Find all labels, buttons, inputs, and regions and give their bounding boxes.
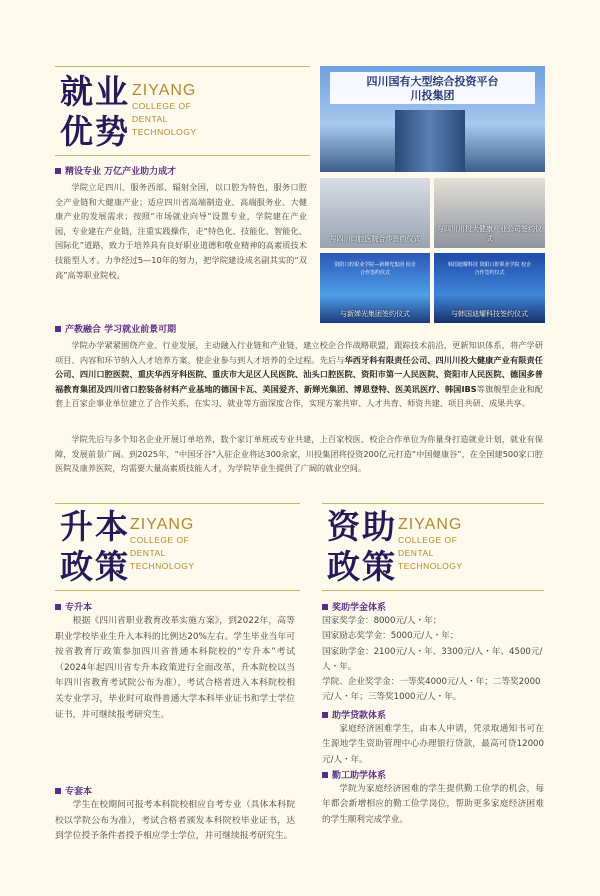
square-bullet-icon (55, 788, 61, 794)
paragraph-loans: 家庭经济困难学生，由本人申请，凭录取通知书可在生源地学生资助管理中心办理银行贷款，最高可贷12000元/人・年。 (322, 724, 544, 765)
building-shape (395, 110, 465, 172)
photo-signing-3: 资阳口腔职业学院—新婵光集团 校企合作签约仪式 与新婵光集团签约仪式 (320, 253, 430, 323)
subheading-scholarship: 奖助学金体系 (322, 600, 386, 613)
paragraph-integration: 学院办学紧紧围绕产业、行业发展，主动融入行业链和产业链，建立校企合作战略联盟，跟踪技术前沿，更新知识体系，将产学研项目、内容和环节纳入人才培养方案、使企业参与到人才培养的全过程。先后与华西牙科有限责任公司、四川川投大健康产业有限责任公司、四川口腔医院、重庆华西牙科医院、重庆市大足区人民医院、汕头口腔医院、资阳市第一人民医院、资阳市人民医院、德国多普福教育集团及四川省口腔装备材料产业基地的德国卡瓦、美国爱齐、新婵光集团、博恩登特、医美讯医疗、韩国IBS等旗舰型企业和配套上百家企事业单位建立了合作关系，在实习、就业等方面深度合作，实现方案共审、人才共育、师资共建、项目共研、成果共享。 (55, 340, 543, 409)
decor-line (322, 590, 544, 591)
square-bullet-icon (55, 168, 61, 174)
list-item: 学院、企业奖学金：一等奖4000元/人・年；二等奖2000元/人・年；三等奖1000元/人・年。 (322, 677, 541, 703)
list-item: 国家奖学金：8000元/人・年； (322, 616, 442, 626)
subheading-zhuanshengben: 专升本 (55, 600, 92, 613)
square-bullet-icon (322, 712, 328, 718)
photo-signing-2: 与四川川投大健康产业公司签约仪式 (434, 178, 545, 248)
subheading-integration: 产教融合 学习就业前景可期 (55, 322, 176, 335)
banner-text: 四川国有大型综合投资平台 川投集团 (366, 75, 499, 102)
screen-text: 资阳口腔职业学院—新婵光集团 校企合作签约仪式 (334, 262, 416, 276)
scholarship-list (322, 614, 544, 706)
subheading-loans: 助学贷款体系 (322, 708, 386, 721)
decor-line (55, 66, 310, 67)
square-bullet-icon (55, 326, 61, 332)
paragraph-majors: 学院立足四川、服务西部、辐射全国，以口腔为特色，服务口腔全产业链和大健康产业；适应四川省高端制造业、高端服务业、大健康产业的发展需求；按照“市场就业向导”设置专业，学院建在产业园，专业建在产业链，注重实践操作，走“特色化、技能化、智能化、国际化”道路，致力于培养具有良好职业道德和敬业精神的高素质技术技能型人才。力争经过5—10年的努力，把学院建设成名副其实的“双高”高等职业院校。 (55, 182, 307, 280)
subheading-zhuantaoben: 专套本 (55, 784, 92, 797)
decor-line (322, 503, 544, 504)
decor-line (55, 590, 300, 591)
photo-signing-4: 韩国迪耀科技 资阳口腔职业学院 校企合作签约仪式 与韩国迪耀科技签约仪式 (434, 253, 545, 323)
square-bullet-icon (322, 604, 328, 610)
decor-line (55, 155, 310, 156)
paragraph-workstudy: 学院为家庭经济困难的学生提供勤工俭学的机会，每年都会新增相应的勤工俭学岗位，帮助更多家庭经济困难的学生顺利完成学业。 (322, 784, 544, 825)
section-title-employment: 就业 优势 (60, 72, 130, 151)
screen-text: 韩国迪耀科技 资阳口腔职业学院 校企合作签约仪式 (447, 262, 532, 276)
photo-signing-1: 与四川口腔医院合作签约仪式 (320, 178, 430, 248)
square-bullet-icon (55, 604, 61, 610)
college-english-name: ZIYANG COLLEGE OF DENTAL TECHNOLOGY (398, 516, 463, 571)
subheading-majors: 精设专业 万亿产业助力成才 (55, 164, 176, 177)
paragraph-zhuantaoben: 学生在校期间可报考本科院校相应自考专业（具体本科院校以学院公布为准），考试合格者颁发本科院校毕业证书，达到学位授予条件者授予相应学士学位，并可继续报考研究生。 (55, 800, 295, 842)
section-title-upgrade: 升本 政策 (60, 507, 130, 586)
college-english-name: ZIYANG COLLEGE OF DENTAL TECHNOLOGY (132, 82, 197, 137)
decor-line (55, 503, 300, 504)
section-title-aid: 资助 政策 (327, 507, 397, 586)
square-bullet-icon (322, 772, 328, 778)
subheading-workstudy: 勤工助学体系 (322, 768, 386, 781)
list-item: 国家助学金：2100元/人・年、3300元/人・年、4500元/人・年。 (322, 646, 543, 672)
photo-sctic-building (320, 66, 545, 172)
college-english-name: ZIYANG COLLEGE OF DENTAL TECHNOLOGY (130, 516, 195, 571)
paragraph-zhuanshengben: 根据《四川省职业教育改革实施方案》，到2022年，高等职业学校毕业生升入本科的比例达20%左右。学生毕业当年可按省教育厅政策参加四川省普通本科院校的“专升本”考试（2024年起四川省专升本政策进行全面改革，升本院校以当年四川省教育考试院公布为准），考试合格者进入本科院校相关专业学习，毕业时可取得普通大学本科毕业证书和学士学位证书，并可继续报考研究生。 (55, 616, 295, 720)
list-item: 国家励志奖学金：5000元/人・年； (322, 631, 459, 642)
paragraph-prospects: 学院先后与多个知名企业开展订单培养，数个家订单班或专业共建，上百家校医、校企合作单位为你量身打造就业计划，就业有保障，发展前景广阔。到2025年，“中国牙谷”入驻企业将达300余家，川投集团将投资200亿元打造“中国健康谷”、在全国建500家口腔医院及康养医院，均需要大量高素质技能人才，为学院毕业生提供了广阔的就业空间。 (55, 434, 543, 474)
